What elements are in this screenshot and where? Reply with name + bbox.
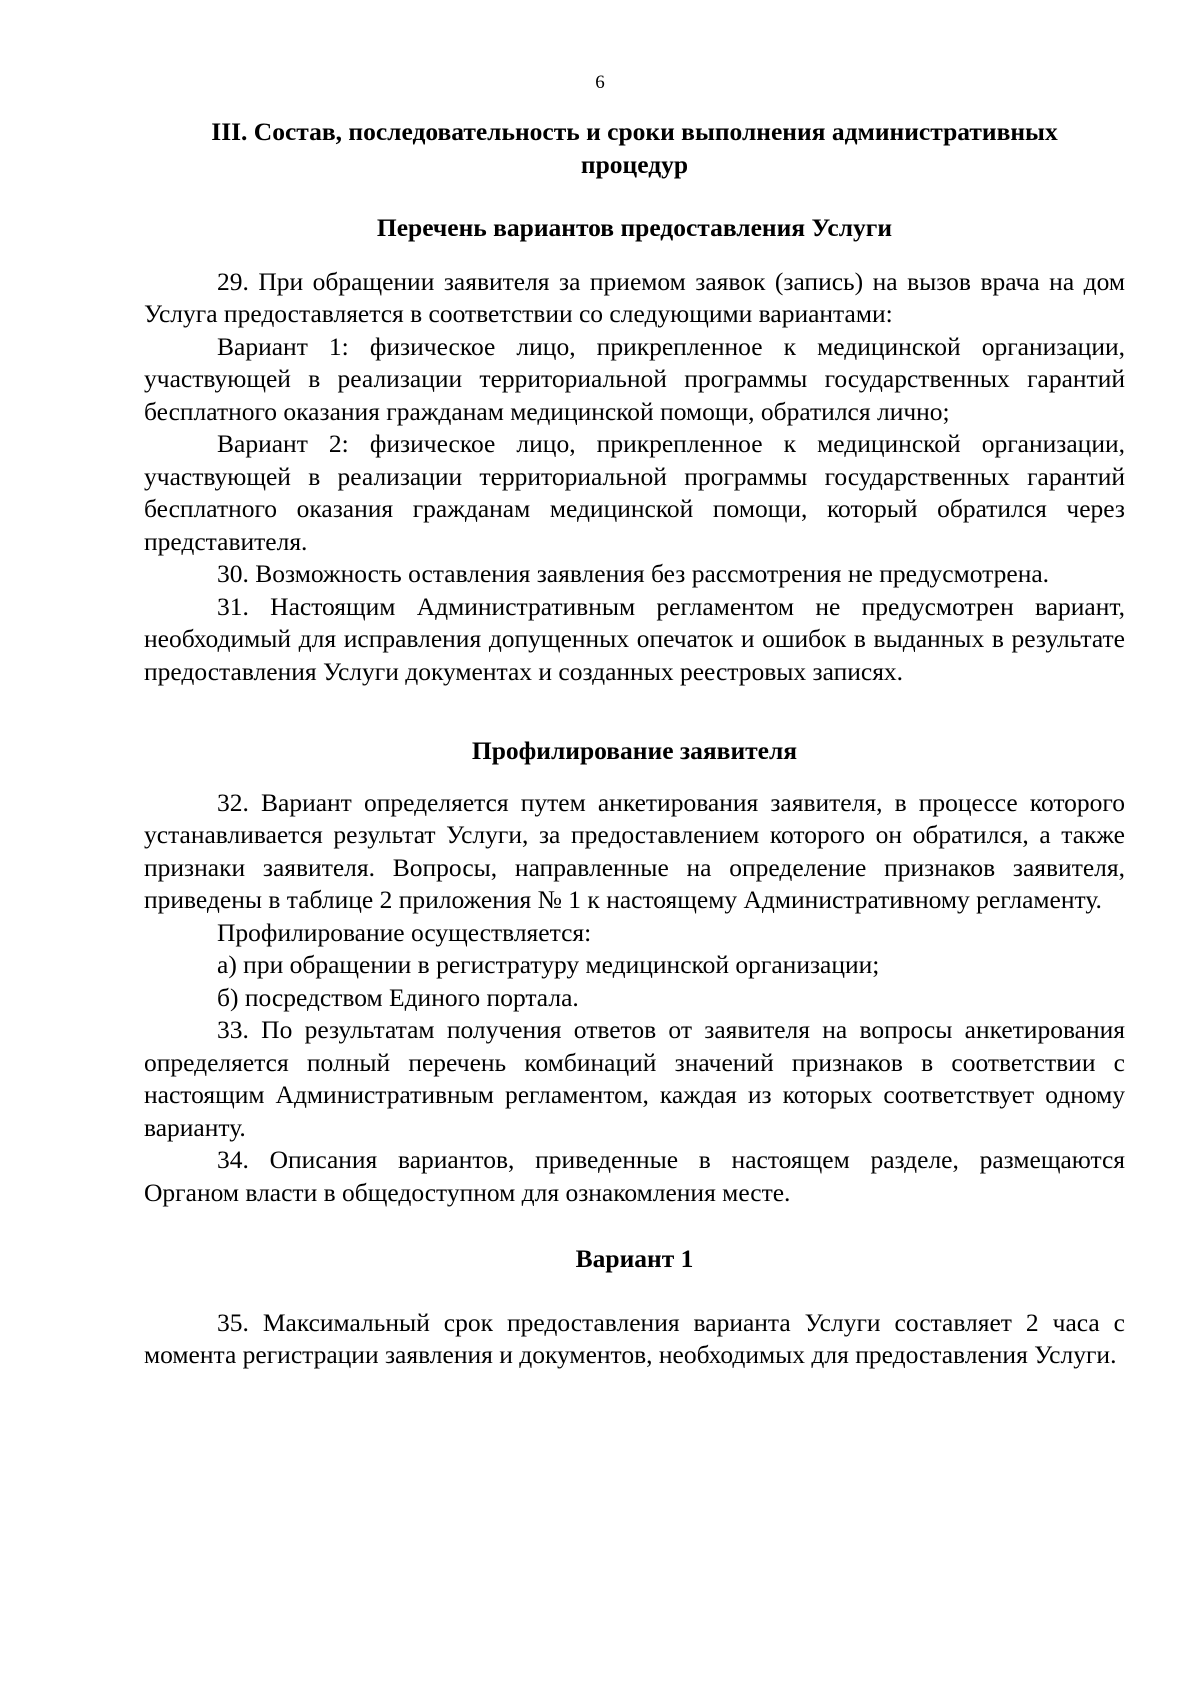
paragraph-profiling-b: б) посредством Единого портала.: [217, 982, 579, 1012]
paragraph-variant-1: Вариант 1: физическое лицо, прикрепленное к медицинской организации, участвующей в реализации территориальной программы государственных гарантий бесплатного оказания гражданам медицинской помощи, обратился лично;: [144, 331, 1125, 426]
paragraph-35: 35. Максимальный срок предоставления варианта Услуги составляет 2 часа с момента регистрации заявления и документов, необходимых для предоставления Услуги.: [144, 1307, 1125, 1369]
paragraph-variant-2: Вариант 2: физическое лицо, прикрепленное к медицинской организации, участвующей в реализации территориальной программы государственных гарантий бесплатного оказания гражданам медицинской помощи, который обратился через представителя.: [144, 429, 1125, 556]
page-number: 6: [595, 72, 605, 93]
section-title-line-1: III. Состав, последовательность и сроки выполнения административных: [211, 117, 1058, 146]
paragraph-profiling-a: а) при обращении в регистратуру медицинской организации;: [217, 950, 880, 979]
paragraph-34: 34. Описания вариантов, приведенные в настоящем разделе, размещаются Органом власти в общедоступном для ознакомления месте.: [144, 1145, 1125, 1207]
paragraph-30: 30. Возможность оставления заявления без рассмотрения не предусмотрена.: [217, 559, 1050, 588]
paragraph-31: 31. Настоящим Административным регламентом не предусмотрен вариант, необходимый для исправления допущенных опечаток и ошибок в выданных в результате предоставления Услуги документах и созданных реестровых записях.: [144, 591, 1125, 686]
section-title-line-2: процедур: [580, 149, 689, 179]
paragraph-profiling-intro: Профилирование осуществляется:: [217, 917, 592, 947]
heading-applicant-profiling: Профилирование заявителя: [471, 736, 798, 765]
section-title: [144, 116, 1125, 181]
paragraph-29: 29. При обращении заявителя за приемом заявок (запись) на вызов врача на дом Услуга предоставляется в соответствии со следующими вариантами:: [144, 266, 1125, 328]
page-content: [144, 116, 1125, 1372]
heading-variant-1: Вариант 1: [575, 1244, 694, 1273]
paragraph-32: 32. Вариант определяется путем анкетирования заявителя, в процессе которого устанавливается результат Услуги, за предоставлением которого он обратился, а также признаки заявителя. Вопросы, направленные на определение признаков заявителя, приведены в таблице 2 приложения № 1 к настоящему Административному регламенту.: [144, 787, 1125, 914]
heading-variants-list: Перечень вариантов предоставления Услуги: [376, 213, 893, 242]
paragraph-33: 33. По результатам получения ответов от заявителя на вопросы анкетирования определяется полный перечень комбинаций значений признаков в соответствии с настоящим Административным регламентом, каждая из которых соответствует одному варианту.: [144, 1015, 1125, 1142]
